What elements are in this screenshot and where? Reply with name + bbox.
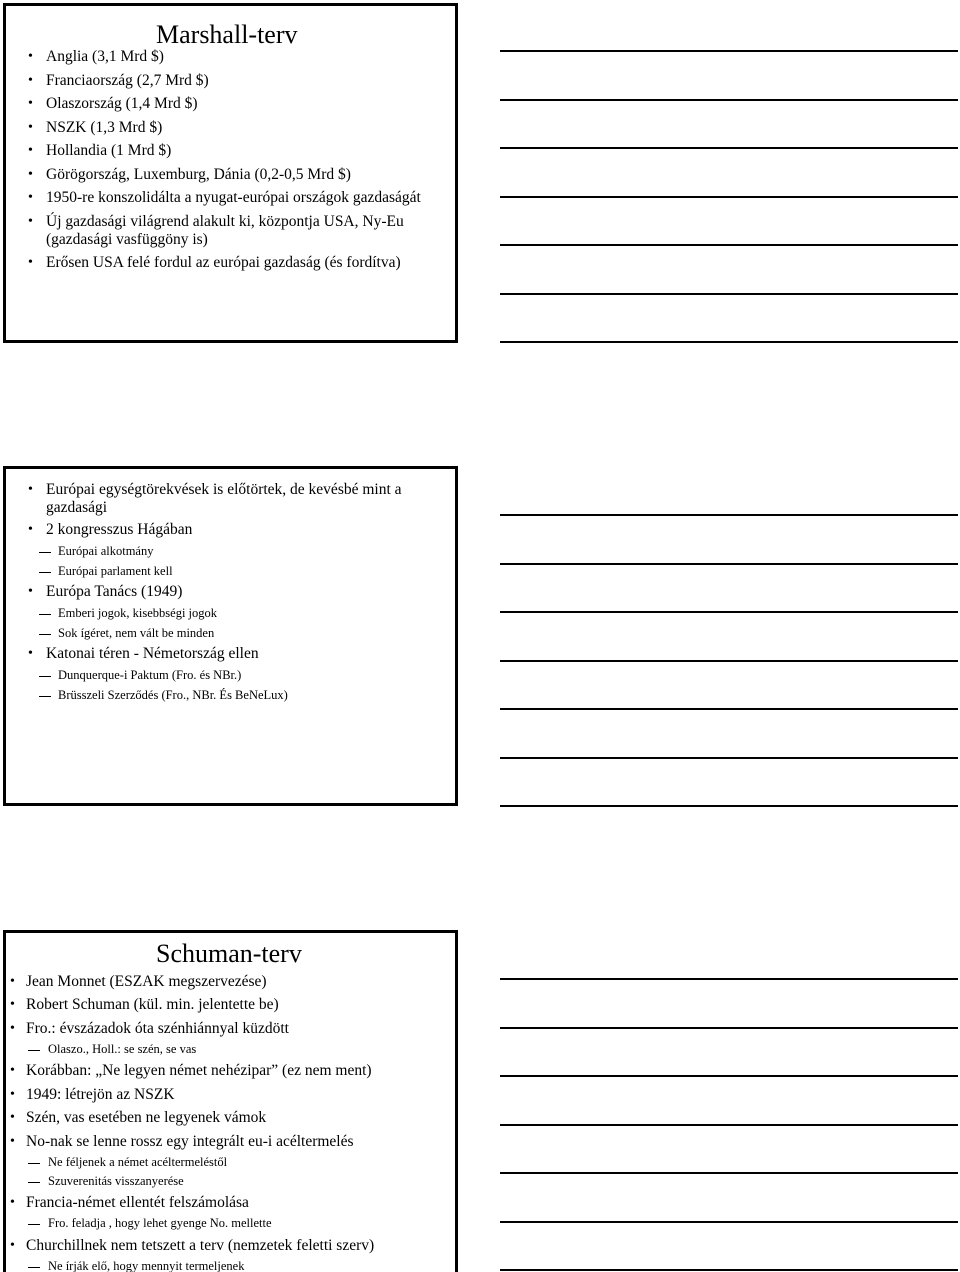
note-line — [500, 1221, 958, 1223]
bullet-item: • 1950-re konszolidálta a nyugat-európai országok gazdaságát — [6, 189, 455, 207]
sub-bullet-item: Brüsszeli Szerződés (Fro., NBr. És BeNeLux) — [6, 688, 455, 703]
bullet-item: • Szén, vas esetében ne legyenek vámok — [6, 1109, 455, 1127]
note-line — [500, 611, 958, 613]
sub-bullet-item: Európai parlament kell — [6, 564, 455, 579]
bullet-item: • Európai egységtörekvések is előtörtek, de kevésbé mint a gazdasági — [6, 481, 455, 517]
note-line — [500, 293, 958, 295]
note-line — [500, 660, 958, 662]
bullet-list — [6, 967, 455, 1272]
bullet-item: • Új gazdasági világrend alakult ki, központja USA, Ny-Eu (gazdasági vasfüggöny is) — [6, 213, 455, 249]
bullet-list — [6, 48, 455, 278]
bullet-item: • NSZK (1,3 Mrd $) — [6, 119, 455, 137]
note-line — [500, 563, 958, 565]
bullet-item: • Görögország, Luxemburg, Dánia (0,2-0,5 Mrd $) — [6, 166, 455, 184]
bullet-item: • Churchillnek nem tetszett a terv (nemzetek feletti szerv) — [6, 1237, 455, 1255]
sub-bullet-item: Olaszo., Holl.: se szén, se vas — [6, 1042, 455, 1057]
note-line — [500, 514, 958, 516]
note-line — [500, 99, 958, 101]
slide-title: Marshall-terv — [156, 20, 298, 49]
sub-bullet-item: Európai alkotmány — [6, 544, 455, 559]
note-line — [500, 978, 958, 980]
slide-marshall-plan — [3, 3, 458, 343]
sub-bullet-item: Szuverenitás visszanyerése — [6, 1174, 455, 1189]
bullet-item: • Katonai téren - Németország ellen — [6, 645, 455, 663]
note-line — [500, 147, 958, 149]
slide-european-unity — [3, 466, 458, 806]
bullet-item: • Korábban: „Ne legyen német nehézipar” (ez nem ment) — [6, 1062, 455, 1080]
bullet-item: • Francia-német ellentét felszámolása — [6, 1194, 455, 1212]
sub-bullet-item: Fro. feladja , hogy lehet gyenge No. mellette — [6, 1216, 455, 1231]
note-line — [500, 1172, 958, 1174]
bullet-item: • Európa Tanács (1949) — [6, 583, 455, 601]
sub-bullet-item: Ne féljenek a német acéltermeléstől — [6, 1155, 455, 1170]
sub-bullet-item: Emberi jogok, kisebbségi jogok — [6, 606, 455, 621]
bullet-item: • 2 kongresszus Hágában — [6, 521, 455, 539]
note-line — [500, 708, 958, 710]
note-line — [500, 1269, 958, 1271]
note-line — [500, 757, 958, 759]
bullet-item: • Hollandia (1 Mrd $) — [6, 142, 455, 160]
bullet-item: • Jean Monnet (ESZAK megszervezése) — [6, 973, 455, 991]
sub-bullet-item: Dunquerque-i Paktum (Fro. és NBr.) — [6, 668, 455, 683]
note-line — [500, 1027, 958, 1029]
slide-title: Schuman-terv — [156, 939, 302, 968]
bullet-item: • Anglia (3,1 Mrd $) — [6, 48, 455, 66]
bullet-list — [6, 477, 455, 703]
slide-schuman-plan — [3, 930, 458, 1272]
bullet-item: • Olaszország (1,4 Mrd $) — [6, 95, 455, 113]
note-line — [500, 341, 958, 343]
bullet-item: • Fro.: évszázadok óta szénhiánnyal küzdött — [6, 1020, 455, 1038]
note-line — [500, 244, 958, 246]
sub-bullet-item: Sok ígéret, nem vált be minden — [6, 626, 455, 641]
note-line — [500, 1124, 958, 1126]
note-line — [500, 50, 958, 52]
sub-bullet-item: Ne írják elő, hogy mennyit termeljenek — [6, 1259, 455, 1272]
bullet-item: • Erősen USA felé fordul az európai gazdaság (és fordítva) — [6, 254, 455, 272]
note-line — [500, 196, 958, 198]
note-line — [500, 805, 958, 807]
bullet-item: • Franciaország (2,7 Mrd $) — [6, 72, 455, 90]
note-line — [500, 1075, 958, 1077]
bullet-item: • Robert Schuman (kül. min. jelentette be) — [6, 996, 455, 1014]
bullet-item: • No-nak se lenne rossz egy integrált eu-i acéltermelés — [6, 1133, 455, 1151]
bullet-item: • 1949: létrejön az NSZK — [6, 1086, 455, 1104]
